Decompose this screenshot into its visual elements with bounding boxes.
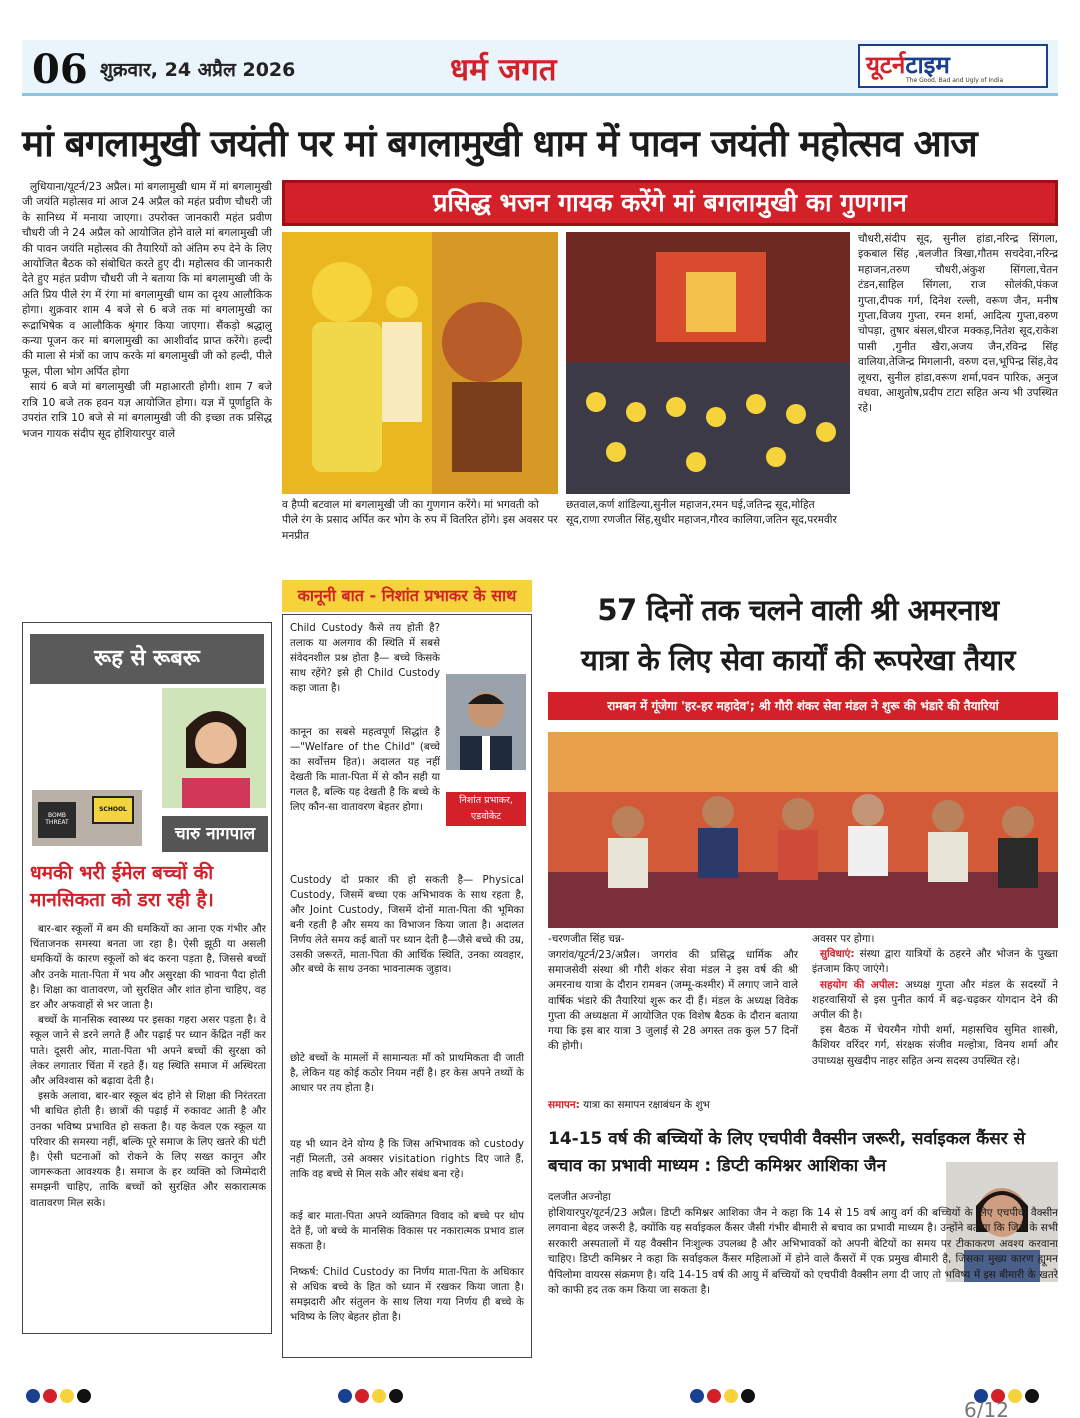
logo-primary: यूटर्न [866, 51, 906, 79]
amarnath-headline-2: यात्रा के लिए सेवा कार्यों की रूपरेखा तैयार [581, 643, 1015, 677]
lead-body [22, 180, 272, 600]
kanooni-paragraph: निष्कर्ष: Child Custody का निर्णय माता-पिता के अधिकार से अधिक बच्चे के हित को ध्यान में रखकर किया जाता है। समझदारी और संतुलन के साथ लिया गया निर्णय ही बच्चे के भविष्य के लिए बेहतर होता है। [290, 1267, 524, 1323]
issue-date: शुक्रवार, 24 अप्रैल 2026 [100, 59, 296, 81]
newspaper-logo [858, 44, 1048, 88]
lead-paragraph: लुधियाना/यूटर्न/23 अप्रैल। मां बगलामुखी धाम में मां बगलामुखी जी जयंति महोत्सव मां आज 24 अप्रैल को महंत प्रवीण चौधरी जी के सानिध्य में मनाया जाएगा। उपरोक्त जानकारी महंत प्रवीण चौधरी जी ने 24 अप्रैल को आयोजित होने वाले मां बगलामुखी जी की पावन जयंति महोत्सव की तैयारियों को अंतिम रुप देने के लिए आयोजित बैठक को संबोधित करते हुए दी। महोत्सव की जानकारी देते हुए महंत प्रवीण चौधरी जी ने बताया कि मां बगलामुखी जी के अति प्रिय पीले रंग में रंगा मां बगलामुखी धाम का दृश्य आलौकिक होगा। शुक्रवार शाम 4 बजे से 6 बजे तक मां बगलामुखी का रूद्राभिषेक व आलौकिक श्रृंगार किया जाएगा। सैंकड़ो श्रद्धालु कन्या पूजन कर मां बगलामुखी का आशीर्वाद प्राप्त करेंगे। हल्दी की माला से मंत्रों का जाप करके मां बगलामुखी जी को हल्दी, पीले फूल, पीला भोग अर्पित होगा [22, 181, 272, 378]
rooh-author: चारु नागपाल [162, 816, 268, 852]
kanooni-paragraph: कई बार माता-पिता अपने व्यक्तिगत विवाद को बच्चे पर थोप देते हैं, जो बच्चे के मानसिक विकास पर नकारात्मक प्रभाव डाल सकता है। [290, 1211, 524, 1252]
page-counter: 6/12 [964, 1398, 1009, 1418]
rooh-paragraph: बच्चों के मानसिक स्वास्थ्य पर इसका गहरा असर पड़ता है। वे स्कूल जाने से डरने लगते हैं और पढ़ाई पर ध्यान केंद्रित नहीं कर पाते। दूसरी ओर, माता-पिता भी अपने बच्चों की सुरक्षा को लेकर लगातार चिंता में रहते हैं। यह स्थिति समाज में अस्थिरता और अविश्वास को बढ़ावा देती है। [30, 1014, 266, 1088]
kanooni-band: कानूनी बात - निशांत प्रभाकर के साथ [282, 580, 532, 612]
rooh-headline: धमकी भरी ईमेल बच्चों की मानसिकता को डरा रही है। [30, 862, 214, 911]
kanooni-paragraph: यह भी ध्यान देने योग्य है कि जिस अभिभावक को custody नहीं मिलती, उसे अक्सर visitation rights दिए जाते हैं, ताकि वह बच्चे से मिल सके और संबंध बना रहे। [290, 1139, 524, 1180]
lead-subheadline: प्रसिद्ध भजन गायक करेंगे मां बगलामुखी का गुणगान [282, 180, 1058, 226]
photo-illustration [282, 232, 558, 494]
advocate-name: निशांत प्रभाकर, [459, 795, 513, 806]
color-register-marks [26, 1388, 94, 1407]
kanooni-paragraph: कानून का सबसे महत्वपूर्ण सिद्धांत है—"Welfare of the Child" (बच्चे का सर्वोत्तम हित)। अदालत यह नहीं देखती कि माता-पिता में से कौन सही या गलत है, बल्कि यह देखती है कि बच्चे के लिए कौन-सा वातावरण बेहतर होगा। [290, 727, 440, 813]
lead-paragraph: सायं 6 बजे मां बगलामुखी जी महाआरती होगी। शाम 7 बजे रात्रि 10 बजे तक हवन यज्ञ आयोजित होगा। यज्ञ में पूर्णाहुति के उपरांत रात्रि 10 बजे से मां बगलामुखी जी की इच्छा तक प्रसिद्ध भजन गायक संदीप सूद होशियारपुर वाले [22, 381, 272, 440]
amarnath-headline-1: 57 दिनों तक चलने वाली श्री अमरनाथ [597, 593, 999, 627]
samapan-text: यात्रा का समापन रक्षाबंधन के शुभ [583, 1099, 710, 1111]
hpv-byline: दलजीत अज्नोहा [548, 1191, 611, 1203]
hpv-body: होशियारपुर/यूटर्न/23 अप्रैल। डिप्टी कमिश्नर आशिका जैन ने कहा कि 14 से 15 वर्ष आयु वर्ग की बच्चियों के लिए एचपीवी वैक्सीन लगवाना बेहद जरूरी है, क्योंकि यह सर्वाइकल कैंसर जैसी गंभीर बीमारी से बचाव का प्रभावी माध्यम है। उन्होंने बताया कि जिले के सभी सरकारी अस्पतालों में यह वैक्सीन निःशुल्क उपलब्ध है और अभिभावकों को अपनी बेटियों का समय पर टीकाकरण अवश्य करवाना चाहिए। डिप्टी कमिश्नर ने कहा कि सर्वाइकल कैंसर महिलाओं में होने वाले कैंसरों में एक प्रमुख बीमारी है, जिसका मुख्य कारण ह्यूमन पैपिलोमा वायरस संक्रमण है। यदि 14-15 वर्ष की आयु में बच्चियों को एचपीवी वैक्सीन लगा दी जाए तो भविष्य में इस बीमारी के खतरे को काफी हद तक कम किया जा सकता है। [548, 1207, 1058, 1297]
suvidha-label: सुविधाएं: [820, 948, 855, 961]
logo-secondary: टाइम [905, 51, 950, 79]
hpv-headline: 14-15 वर्ष की बच्चियों के लिए एचपीवी वैक्सीन जरूरी, सर्वाइकल कैंसर से बचाव का प्रभावी माध्यम : डिप्टी कमिश्नर आशिका जैन [548, 1129, 1026, 1176]
advocate-caption [446, 792, 526, 826]
photo-illustration [566, 232, 850, 494]
amarnath-body: जगरांव/यूटर्न/23/अप्रैल। जगरांव की प्रसिद्ध धार्मिक और समाजसेवी संस्था श्री गौरी शंकर सेवा मंडल ने इस वर्ष की श्री अमरनाथ यात्रा के दौरान रामबन (जम्मू-कश्मीर) में लगाए जाने वाले वार्षिक भंडारे की तैयारियां शुरू कर दी हैं। मंडल के अध्यक्ष विवेक गुप्ता की अध्यक्षता में आयोजित एक विशेष बैठक के दौरान बताया गया कि इस बार यात्रा 3 जुलाई से 28 अगस्त तक कुल 57 दिनों की होगी। [548, 949, 798, 1053]
suvidha-text: संस्था द्वारा यात्रियों के ठहरने और भोजन के पुख्ता इंतजाम किए जाएंगे। [812, 948, 1058, 976]
lead-photo-worship [282, 232, 558, 494]
rooh-band: रूह से रूबरू [30, 634, 264, 684]
amarnath-right-text: इस बैठक में चेयरमैन गोपी शर्मा, महासचिव सुमित शास्त्री, कैशियर वरिंदर गर्ग, संरक्षक संजीव मल्होत्रा, विनय शर्मा और उपाध्यक्ष सुखदीप नाहर सहित अन्य सदस्य उपस्थित रहे। [812, 1024, 1058, 1067]
school-sign: SCHOOL [92, 796, 134, 824]
section-title: धर्म जगत [450, 52, 557, 88]
lead-caption-right: छतवाल,कर्ण शांडिल्या,सुनील महाजन,रमन घई,जतिन्द्र सूद,मोहित सूद,राणा रणजीत सिंह,सुधीर महाजन,गौरव कालिया,जतिन सूद,परमवीर [566, 499, 837, 527]
lead-headline: मां बगलामुखी जयंती पर मां बगलामुखी धाम में पावन जयंती महोत्सव आज [22, 122, 977, 165]
attendee-names: चौधरी,संदीप सूद, सुनील हांडा,नरिन्द्र सिंगला, इकबाल सिंह ,बलजीत त्रिखा,गौतम सचदेवा,नरिन्द्र महाजन,तरुण चौधरी,अंकुश सिंगला,चेतन टंडन,साहिल सिंगला, राज सोलंकी,पंकज गुप्ता,दीपक गर्ग, दिनेश रल्ली, वरूण जैन, मनीष गुप्ता,विजय गुप्ता, रमन शर्मा, आदित्य गुप्ता,वरुण चोपड़ा, तुषार बंसल,धीरज मक्कड़,नितेश सूद,राकेश पासी ,गुनीत खैरा,अजय जैन,रविन्द्र सिंह वालिया,तेजिन्द्र मिगलानी, वरुण दत्त,भूपिन्द्र सिंह,वेद लूथरा, सुनील हांडा,वरूण शर्मा,पवन पारिक, अनुज वधवा, आशुतोष,प्रदीप टाटा सहित अन्य भी उपस्थित रहे। [858, 233, 1058, 415]
amarnath-samapan [548, 1098, 798, 1113]
amarnath-photo [548, 732, 1058, 928]
meeting-illustration [548, 732, 1058, 928]
sahyog-label: सहयोग की अपील: [820, 978, 899, 991]
amarnath-suvidha [812, 947, 1058, 977]
author-illustration [162, 688, 266, 808]
advocate-title: एडवोकेट [470, 811, 502, 822]
kanooni-intro: Child Custody कैसे तय होती है? तलाक या अलगाव की स्थिति में सबसे संवेदनशील प्रश्न होता है— बच्चे किसके साथ रहेंगे? इसे ही Child Custody कहा जाता है। [290, 623, 440, 694]
amarnath-strap: रामबन में गूंजेगा 'हर-हर महादेव'; श्री गौरी शंकर सेवा मंडल ने शुरू की भंडारे की तैयारियां [548, 692, 1058, 720]
lead-caption-mid: व हैप्पी बटवाल मां बगलामुखी जी का गुणगान करेंगे। मां भगवती को पीले रंग के प्रसाद अर्पित कर भोग के रुप में वितरित होंगे। इस अवसर पर मनप्रीत [282, 499, 558, 542]
amarnath-right-col [812, 932, 1058, 1069]
rooh-body [30, 922, 266, 1330]
kanooni-paragraph: छोटे बच्चों के मामलों में सामान्यतः माँ को प्राथमिकता दी जाती है, लेकिन यह कोई कठोर नियम नहीं है। हर केस अपने तथ्यों के आधार पर तय होता है। [290, 1053, 524, 1094]
rooh-paragraph: बार-बार स्कूलों में बम की धमकियों का आना एक गंभीर और चिंताजनक समस्या बनता जा रहा है। ऐसी झूठी या असली धमकियों के कारण स्कूलों को बंद करना पड़ता है, जिससे बच्चों और उनके माता-पिता में भय और असुरक्षा की भावना पैदा होती है। शिक्षा का वातावरण, जो सुरक्षित और शांत होना चाहिए, वह डर और अफवाहों से भर जाता है। [30, 923, 266, 1012]
advocate-illustration [446, 674, 526, 770]
samapan-label: समापन: [548, 1099, 580, 1111]
advocate-photo [446, 674, 526, 770]
rooh-paragraph: इसके अलावा, बार-बार स्कूल बंद होने से शिक्षा की निरंतरता भी बाधित होती है। छात्रों की पढ़ाई में रुकावट आती है और उनका भविष्य प्रभावित हो सकता है। यह केवल एक स्कूल या परिवार की समस्या नहीं, बल्कि पूरे समाज के लिए खतरे की घंटी है। ऐसी घटनाओं को रोकने के लिए सख्त कानून और जागरूकता आवश्यक है। समाज के हर व्यक्ति को जिम्मेदारी समझनी चाहिए, ताकि बच्चों को सुरक्षित और सकारात्मक वातावरण मिल सके। [30, 1090, 266, 1209]
author-photo [162, 688, 266, 808]
sahyog-text: अध्यक्ष गुप्ता और मंडल के सदस्यों ने शहरवासियों से इस पुनीत कार्य में बढ़-चढ़कर योगदान देने की अपील की है। [812, 978, 1058, 1022]
amarnath-sahyog [812, 978, 1058, 1024]
page-number: 06 [32, 46, 88, 93]
lead-photo-gathering [566, 232, 850, 494]
logo-tagline: The Good, Bad and Ugly of India [906, 77, 1004, 84]
color-register-marks [338, 1388, 406, 1407]
color-register-marks [690, 1388, 758, 1407]
threat-illustration [32, 790, 142, 846]
amarnath-right-text: अवसर पर होगा। [812, 933, 875, 945]
kanooni-paragraph: Custody दो प्रकार की हो सकती है— Physical Custody, जिसमें बच्चा एक अभिभावक के साथ रहता है, और Joint Custody, जिसमें दोनों माता-पिता की भूमिका बनी रहती है और समय का विभाजन किया जाता है। अदालत निर्णय लेते समय कई बातों पर ध्यान देती है—जैसे बच्चे की उम्र, उसकी जरूरतें, माता-पिता की आर्थिक स्थिति, उनका व्यवहार, और बच्चे के साथ उनका भावनात्मक जुड़ाव। [290, 875, 524, 976]
bomb-threat-sign: BOMB THREAT [38, 802, 76, 838]
amarnath-byline: -चरणजीत सिंह चन्न- [548, 933, 625, 945]
